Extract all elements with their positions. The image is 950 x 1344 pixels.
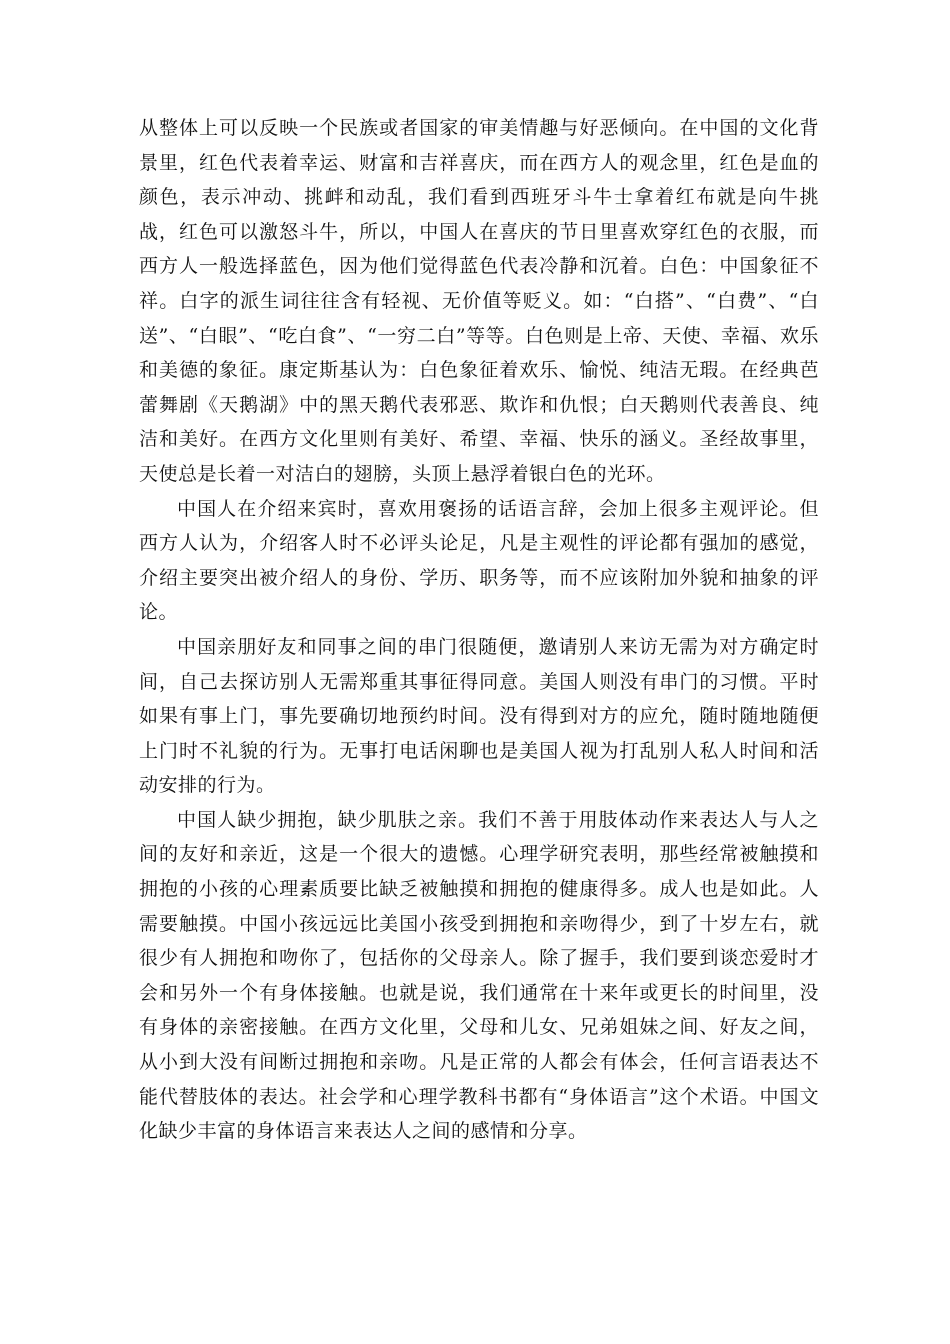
paragraph-color-symbolism: 从整体上可以反映一个民族或者国家的审美情趣与好恶倾向。在中国的文化背景里，红色代表着幸运、财富和吉祥喜庆，而在西方人的观念里，红色是血的颜色，表示冲动、挑衅和动乱，我们看到西班牙斗牛士拿着红布就是向牛挑战，红色可以激怒斗牛，所以，中国人在喜庆的节日里喜欢穿红色的衣服，而西方人一般选择蓝色，因为他们觉得蓝色代表冷静和沉着。白色：中国象征不祥。白字的派生词往往含有轻视、无价值等贬义。如：“白搭”、“白费”、“白送”、“白眼”、“吃白食”、“一穷二白”等等。白色则是上帝、天使、幸福、欢乐和美德的象征。康定斯基认为：白色象征着欢乐、愉悦、纯洁无瑕。在经典芭蕾舞剧《天鹅湖》中的黑天鹅代表邪恶、欺诈和仇恨；白天鹅则代表善良、纯洁和美好。在西方文化里则有美好、希望、幸福、快乐的涵义。圣经故事里，天使总是长着一对洁白的翅膀，头顶上悬浮着银白色的光环。 [139,117,819,485]
paragraph-introductions: 中国人在介绍来宾时，喜欢用褒扬的话语言辞，会加上很多主观评论。但西方人认为，介绍客人时不必评头论足，凡是主观性的评论都有强加的感觉，介绍主要突出被介绍人的身份、学历、职务等，而不应该附加外貌和抽象的评论。 [139,497,819,624]
paragraph-physical-contact: 中国人缺少拥抱，缺少肌肤之亲。我们不善于用肢体动作来表达人与人之间的友好和亲近，这是一个很大的遗憾。心理学研究表明，那些经常被触摸和拥抱的小孩的心理素质要比缺乏被触摸和拥抱的健康得多。成人也是如此。人需要触摸。中国小孩远远比美国小孩受到拥抱和亲吻得少，到了十岁左右，就很少有人拥抱和吻你了，包括你的父母亲人。除了握手，我们要到谈恋爱时才会和另外一个有身体接触。也就是说，我们通常在十来年或更长的时间里，没有身体的亲密接触。在西方文化里，父母和儿女、兄弟姐妹之间、好友之间，从小到大没有间断过拥抱和亲吻。凡是正常的人都会有体会，任何言语表达不能代替肢体的表达。社会学和心理学教科书都有“身体语言”这个术语。中国文化缺少丰富的身体语言来表达人之间的感情和分享。 [139,808,819,1143]
document-page [139,111,819,1149]
paragraph-visiting-customs: 中国亲朋好友和同事之间的串门很随便，邀请别人来访无需为对方确定时间，自己去探访别人无需郑重其事征得同意。美国人则没有串门的习惯。平时如果有事上门，事先要确切地预约时间。没有得到对方的应允，随时随地随便上门时不礼貌的行为。无事打电话闲聊也是美国人视为打乱别人私人时间和活动安排的行为。 [139,635,819,797]
